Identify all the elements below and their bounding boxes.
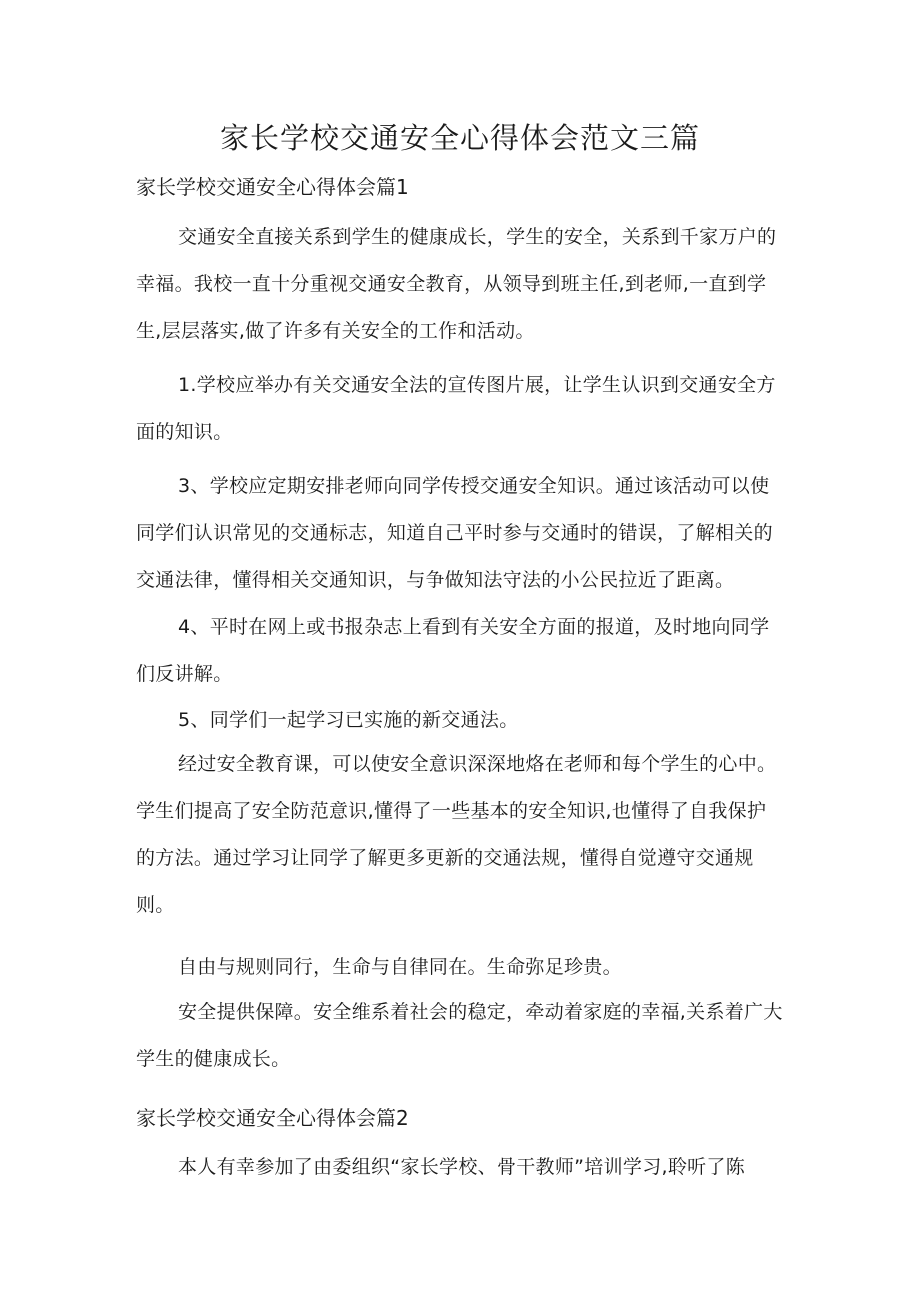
section-heading-2: 家长学校交通安全心得体会篇2 (136, 1106, 409, 1130)
paragraph: 3、学校应定期安排老师向同学传授交通安全知识。通过该活动可以使同学们认识常见的交通标志，知道自己平时参与交通时的错误，了解相关的交通法律，懂得相关交通知识，与争做知法守法的小公民拉近了距离。 (136, 475, 773, 591)
paragraph: 1.学校应举办有关交通安全法的宣传图片展，让学生认识到交通安全方面的知识。 (136, 374, 776, 443)
paragraph: 4、平时在网上或书报杂志上看到有关安全方面的报道，及时地向同学们反讲解。 (136, 616, 770, 685)
paragraph: 本人有幸参加了由委组织“家长学校、骨干教师”培训学习,聆听了陈 (178, 1156, 746, 1178)
paragraph: 经过安全教育课，可以使安全意识深深地烙在老师和每个学生的心中。学生们提高了安全防范意识,懂得了一些基本的安全知识,也懂得了自我保护的方法。通过学习让同学了解更多更新的交通法规，懂得自觉遵守交通规则。 (136, 753, 777, 916)
paragraph: 交通安全直接关系到学生的健康成长，学生的安全，关系到千家万户的幸福。我校一直十分重视交通安全教育，从领导到班主任,到老师,一直到学生,层层落实,做了许多有关安全的工作和活动。 (136, 226, 777, 342)
document-title: 家长学校交通安全心得体会范文三篇 (219, 121, 700, 155)
paragraph: 自由与规则同行，生命与自律同在。生命弥足珍贵。 (178, 956, 622, 978)
paragraph: 安全提供保障。安全维系着社会的稳定，牵动着家庭的幸福,关系着广大学生的健康成长。 (136, 1001, 783, 1070)
section-heading-1: 家长学校交通安全心得体会篇1 (136, 175, 409, 199)
paragraph: 5、同学们一起学习已实施的新交通法。 (178, 709, 519, 731)
